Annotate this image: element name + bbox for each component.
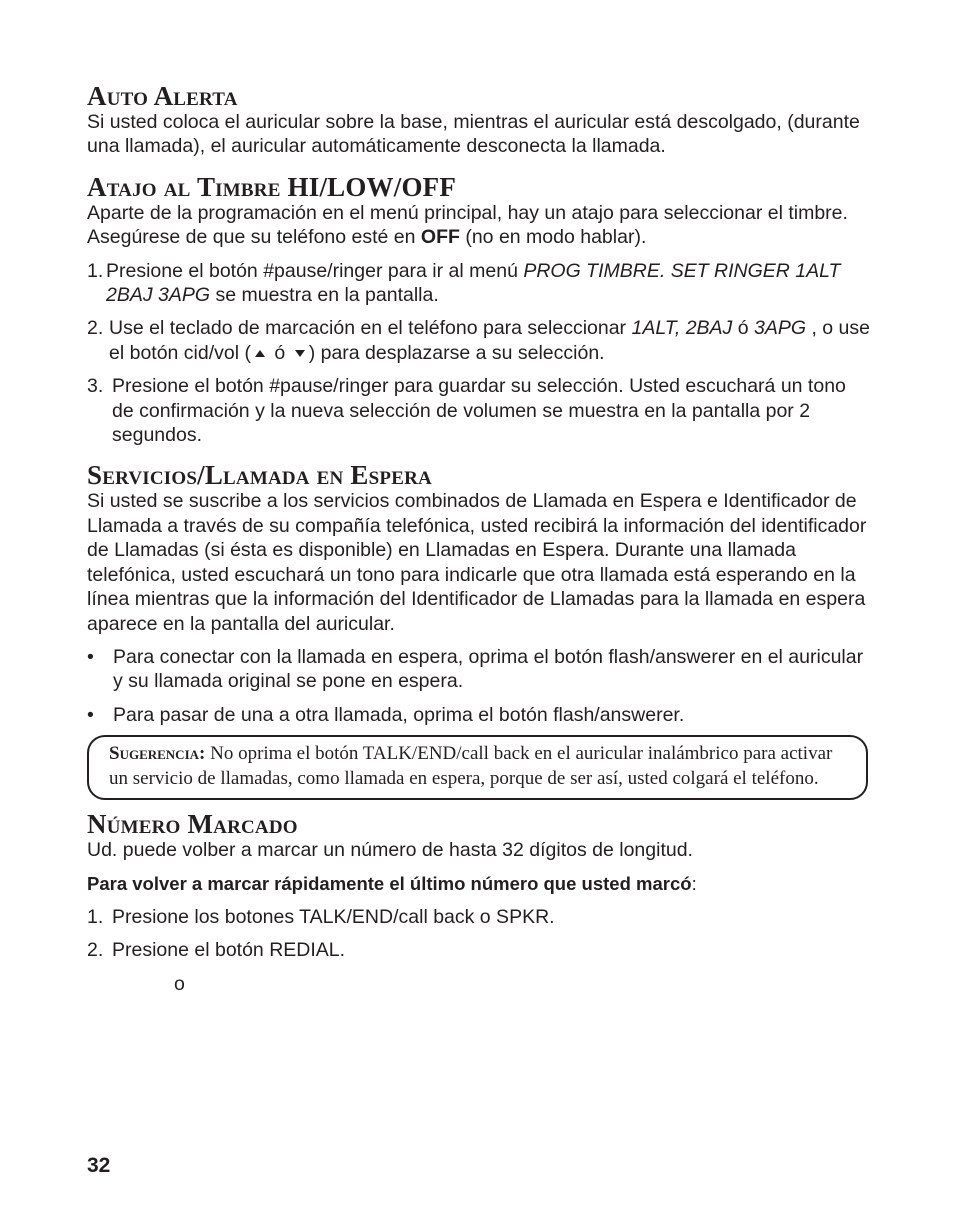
atajo-step-1 (87, 259, 872, 308)
bullet: • (87, 703, 94, 726)
step1-text-b: se muestra en la pantalla. (210, 284, 439, 307)
bullet-2-text: Para pasar de una a otra llamada, oprima el botón flash/answerer. (113, 703, 685, 726)
step2-options-2: 3APG (754, 317, 807, 340)
redial-step-1 (87, 905, 872, 929)
step2-text-a: Use el teclado de marcación en el teléfono para seleccionar (109, 317, 632, 340)
atajo-step-3 (87, 374, 872, 447)
page-number: 32 (87, 1154, 111, 1177)
atajo-intro-a: Aparte de la programación en el menú principal, hay un atajo para seleccionar el timbre. Asegúrese de que su teléfono esté en (87, 201, 848, 249)
heading-numero-marcado: Número Marcado (87, 809, 298, 840)
step-number: 2. (87, 317, 104, 340)
servicios-bullet-1 (87, 645, 872, 694)
redial-step1-text: Presione los botones TALK/END/call back o SPKR. (112, 905, 555, 928)
atajo-intro-b: (no en modo hablar). (459, 226, 647, 249)
atajo-step-2 (87, 316, 872, 365)
redial-instruction-bold: Para volver a marcar rápidamente el último número que usted marcó (87, 872, 692, 894)
step-number: 1. (87, 259, 104, 282)
step-number: 3. (87, 375, 104, 398)
redial-step2-text: Presione el botón REDIAL. (112, 939, 346, 962)
arrow-up-icon (255, 350, 265, 357)
or-text: o (174, 972, 185, 995)
step1-text-a: Presione el botón #pause/ringer para ir al menú (106, 259, 524, 282)
heading-atajo-timbre-sc: Atajo al Timbre (87, 171, 288, 202)
servicios-bullet-2 (87, 703, 872, 727)
redial-instruction (87, 872, 872, 896)
bullet-1-text: Para conectar con la llamada en espera, oprima el botón flash/answerer en el auricular y su llamada original se pone en espera. (113, 645, 864, 693)
step1-menu-text: PROG TIMBRE. SET RINGER 1ALT 2BAJ 3APG (106, 259, 841, 307)
step-number: 2. (87, 939, 104, 962)
tip-label: Sugerencia: (109, 743, 206, 765)
heading-servicios: Servicios/Llamada en Espera (87, 460, 432, 491)
redial-step-2 (87, 938, 872, 962)
heading-auto-alerta: Auto Alerta (87, 81, 238, 111)
step2-text-e: ) para desplazarse a su selección. (308, 341, 605, 364)
step3-text: Presione el botón #pause/ringer para guardar su selección. Usted escuchará un tono de confirmación y la nueva selección de volumen se muestra en la pantalla por 2 segundos. (112, 375, 846, 447)
heading-atajo-timbre (87, 173, 872, 201)
arrow-down-icon (295, 350, 305, 357)
numero-marcado-body: Ud. puede volber a marcar un número de hasta 32 dígitos de longitud. (87, 839, 693, 862)
bullet: • (87, 645, 94, 668)
atajo-intro (87, 201, 872, 250)
redial-colon: : (691, 872, 697, 894)
step-number: 1. (87, 905, 104, 928)
heading-atajo-timbre-caps: HI/LOW/OFF (287, 171, 457, 202)
step2-text-d: ó (269, 341, 291, 364)
step2-text-b: ó (732, 317, 754, 340)
auto-alerta-body: Si usted coloca el auricular sobre la base, mientras el auricular está descolgado, (durante una llamada), el auricular automáticamente desconecta la llamada. (87, 111, 860, 158)
tip-box (87, 735, 868, 800)
step2-options-1: 1ALT, 2BAJ (631, 317, 733, 340)
tip-text: No oprima el botón TALK/END/call back en el auricular inalámbrico para activar un servicio de llamadas, como llamada en espera, porque de ser así, usted colgará el teléfono. (109, 743, 833, 789)
step2-text-c: , o use el botón cid/vol ( (109, 317, 870, 364)
page-content (87, 82, 872, 996)
atajo-intro-bold: OFF (420, 226, 460, 249)
servicios-body: Si usted se suscribe a los servicios combinados de Llamada en Espera e Identificador de Llamada a través de su compañía telefónica, usted recibirá la información del identificador de Llamadas (si ésta es disponible) en Llamadas en Espera. Durante una llamada telefónica, usted escuchará un tono para indicarle que otra llamada está esperando en la línea mientras que la información del Identificador de Llamadas para la llamada en espera aparece en la pantalla del auricular. (87, 490, 867, 635)
